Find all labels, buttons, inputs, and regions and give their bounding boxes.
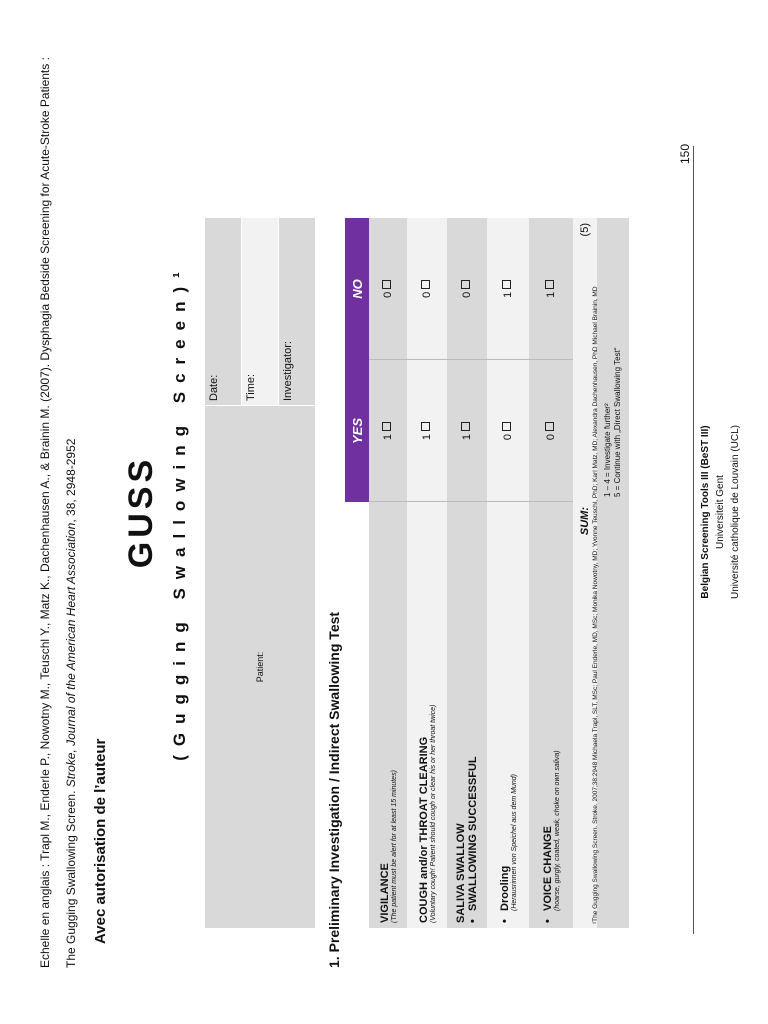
patient-info-box xyxy=(205,218,315,928)
citation-plain: The Gugging Swallowing Screen. xyxy=(64,787,78,968)
footer-line-3: Université catholique de Louvain (UCL) xyxy=(730,425,741,599)
row-label: SWALLOWING SUCCESSFUL xyxy=(467,756,479,911)
row-sublabel: (Voluntary cough! Patient should cough or clear his or her throat twice) xyxy=(429,704,437,923)
row-label: Drooling xyxy=(498,865,511,911)
legend-row xyxy=(597,218,629,928)
checkbox-swallowing-no[interactable] xyxy=(461,280,470,289)
footer-divider xyxy=(693,146,694,934)
table-row-cough xyxy=(407,218,447,928)
bullet-icon: • xyxy=(467,919,479,923)
row-sublabel: (The patient must be alert for at least 15 minutes) xyxy=(390,770,398,923)
section-title: 1. Preliminary Investigation / Indirect Swallowing Test xyxy=(326,611,342,968)
no-value: 1 xyxy=(545,291,557,298)
date-label: Date: xyxy=(208,374,220,401)
checkbox-voice-yes[interactable] xyxy=(545,422,554,431)
checkbox-cough-yes[interactable] xyxy=(421,422,430,431)
authorisation-note: Avec autorisation de l’auteur xyxy=(92,738,109,944)
footer-line-1: Belgian Screening Tools III (BeST III) xyxy=(700,425,711,599)
no-value: 0 xyxy=(421,291,433,298)
row-label: VIGILANCE xyxy=(378,863,391,923)
page-title: GUSS xyxy=(122,455,160,569)
patient-label: Patient: xyxy=(255,651,265,683)
investigator-label: Investigator: xyxy=(282,341,294,401)
row-label: VOICE CHANGE xyxy=(541,826,554,911)
citation-line-1: Echelle en anglais : Trapl M., Enderle P., Nowotny M., Teuschl Y., Matz K., Dachenhausen A., & Brainin M. (2007). Dysphagia Bedside Screening for Acute-Stroke Patients : xyxy=(38,57,52,968)
bullet-icon: • xyxy=(498,919,511,923)
citation-journal: Stroke, Journal of the American Heart Association xyxy=(64,522,78,788)
legend-line-2: 5 = Continue with „Direct Swallowing Test“ xyxy=(613,347,622,497)
table-row-saliva-swallow xyxy=(447,218,487,928)
row-label: SALIVA SWALLOW xyxy=(455,823,467,923)
checkbox-swallowing-yes[interactable] xyxy=(461,422,470,431)
no-value: 0 xyxy=(382,291,394,298)
date-field[interactable] xyxy=(205,218,241,405)
checkbox-drooling-no[interactable] xyxy=(502,280,511,289)
legend-line-1: 1 – 4 = Investigate further² xyxy=(603,403,612,497)
no-value: 1 xyxy=(502,291,514,298)
page-number: 150 xyxy=(678,143,692,164)
no-value: 0 xyxy=(461,291,473,298)
row-sublabel: (hoarse, gurgly, coated, weak, choke on own saliva) xyxy=(553,750,561,911)
citation-line-2 xyxy=(64,439,78,968)
sum-label: SUM: xyxy=(573,502,597,928)
time-label: Time: xyxy=(245,373,257,401)
patient-field[interactable] xyxy=(205,406,315,928)
page-subtitle: (Gugging Swallowing Screen)¹ xyxy=(170,263,189,761)
checkbox-vigilance-yes[interactable] xyxy=(382,422,391,431)
row-sublabel: (Herausrinnen von Speichel aus dem Mund) xyxy=(510,774,518,911)
table-row-vigilance xyxy=(369,218,407,928)
checkbox-cough-no[interactable] xyxy=(421,280,430,289)
time-field[interactable] xyxy=(242,218,278,405)
investigator-field[interactable] xyxy=(279,218,315,405)
footnote: ¹The Gugging Swallowing Screen. Stroke. 2007;38:2948 Michaela Trapl, SLT, MSc; Paul Enderle, MD, MSc; Monika Nowotny, MD; Yvonne Teuschl, PhD; Karl Matz, MD; Alexandra Dachenhausen, PhD Michael Brainin, MD xyxy=(592,286,599,924)
yes-value: 1 xyxy=(382,433,394,441)
yes-value: 0 xyxy=(502,433,514,441)
table-row-voice-change xyxy=(529,218,573,928)
checkbox-voice-no[interactable] xyxy=(545,280,554,289)
yes-value: 1 xyxy=(421,433,433,441)
checkbox-vigilance-no[interactable] xyxy=(382,280,391,289)
checkbox-drooling-yes[interactable] xyxy=(502,422,511,431)
no-header: NO xyxy=(345,218,369,360)
row-label: COUGH and/or THROAT CLEARING xyxy=(417,736,430,923)
yes-header: YES xyxy=(345,360,369,502)
citation-end: , 38, 2948-2952 xyxy=(64,438,78,523)
table-header-row xyxy=(345,218,369,928)
yes-value: 1 xyxy=(461,433,473,441)
footer-line-2: Universiteit Gent xyxy=(715,475,726,549)
yes-value: 0 xyxy=(545,433,557,441)
sum-value: (5) xyxy=(573,218,597,502)
bullet-icon: • xyxy=(541,919,554,923)
table-row-drooling xyxy=(487,218,529,928)
guss-table xyxy=(345,218,629,928)
